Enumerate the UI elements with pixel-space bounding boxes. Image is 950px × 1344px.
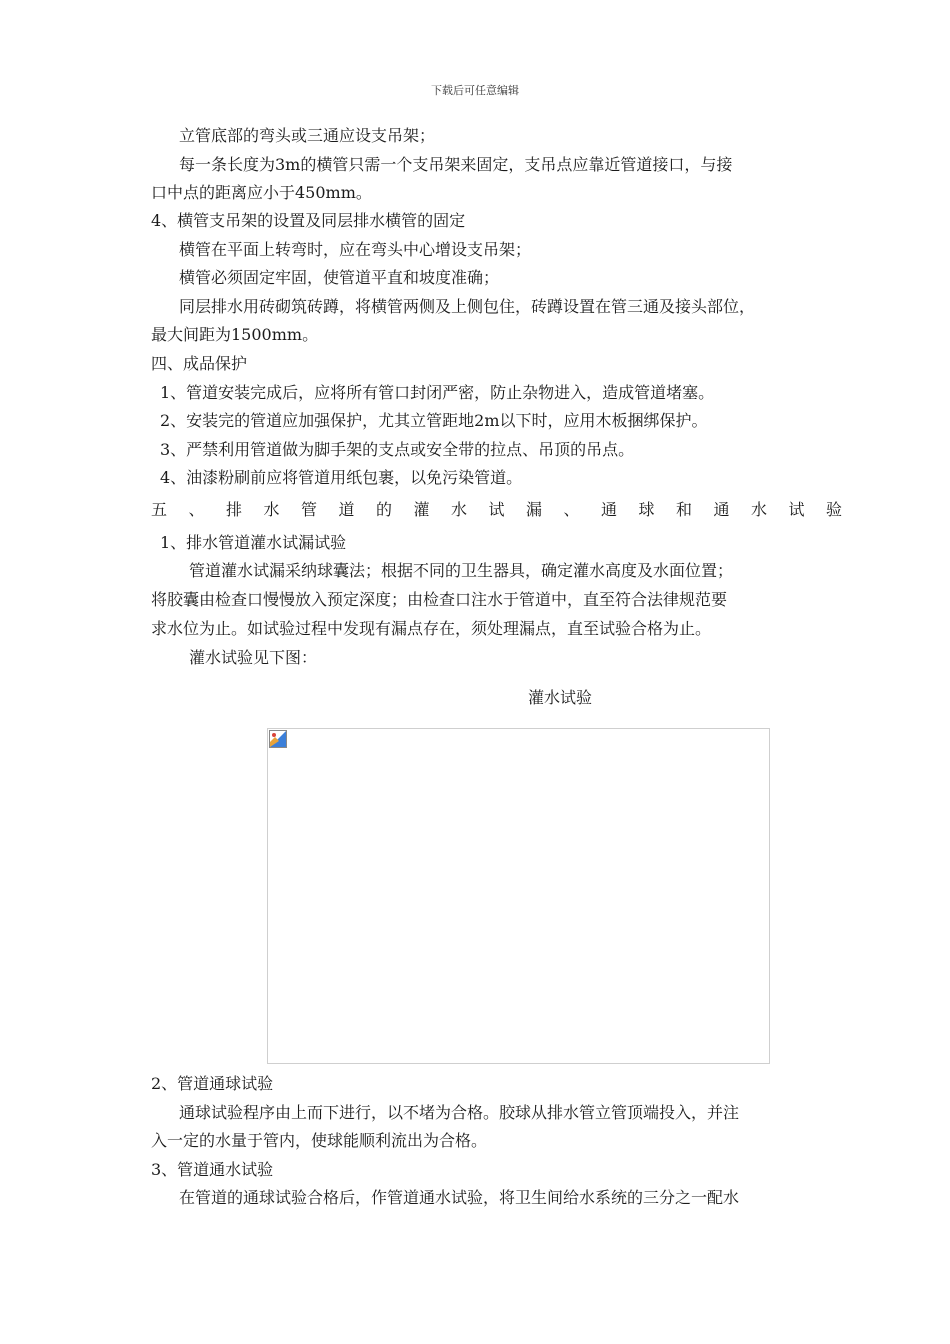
page-header: 下载后可任意编辑: [431, 84, 519, 97]
paragraph-line: 求水位为止。如试验过程中发现有漏点存在，须处理漏点，直至试验合格为止。: [151, 619, 712, 638]
paragraph-line: 通球试验程序由上而下进行，以不堵为合格。胶球从排水管立管顶端投入，并注: [179, 1103, 740, 1122]
paragraph-line: 将胶囊由检查口慢慢放入预定深度；由检查口注水于管道中，直至符合法律规范要: [151, 590, 728, 609]
paragraph-line: 每一条长度为3m的横管只需一个支吊架来固定，支吊点应靠近管道接口，与接: [179, 155, 733, 174]
paragraph-line: 入一定的水量于管内，使球能顺利流出为合格。: [151, 1131, 488, 1150]
list-item: 3、严禁利用管道做为脚手架的支点或安全带的拉点、吊顶的吊点。: [160, 440, 635, 459]
paragraph-line: 横管在平面上转弯时，应在弯头中心增设支吊架；: [179, 240, 532, 259]
list-item: 1、管道安装完成后，应将所有管口封闭严密，防止杂物进入，造成管道堵塞。: [160, 383, 715, 402]
paragraph-line: 同层排水用砖砌筑砖蹲，将横管两侧及上侧包住，砖蹲设置在管三通及接头部位，: [179, 297, 756, 316]
section-heading: 4、横管支吊架的设置及同层排水横管的固定: [151, 211, 466, 230]
subsection-heading: 3、管道通水试验: [151, 1160, 274, 1179]
paragraph-line: 灌水试验见下图：: [189, 648, 318, 667]
figure-image-placeholder: [267, 728, 770, 1064]
paragraph-line: 最大间距为1500mm。: [151, 325, 319, 344]
paragraph-line: 横管必须固定牢固，使管道平直和坡度准确；: [179, 268, 500, 287]
section-heading: 四、成品保护: [151, 354, 248, 373]
paragraph-line: 在管道的通球试验合格后，作管道通水试验，将卫生间给水系统的三分之一配水: [179, 1188, 740, 1207]
paragraph-line: 管道灌水试漏采纳球囊法；根据不同的卫生器具，确定灌水高度及水面位置；: [189, 561, 734, 580]
subsection-heading: 1、排水管道灌水试漏试验: [160, 533, 347, 552]
list-item: 2、安装完的管道应加强保护，尤其立管距地2m以下时，应用木板捆绑保护。: [160, 411, 708, 430]
figure-caption: 灌水试验: [527, 688, 592, 707]
section-heading: 五、排水管道的灌水试漏、通球和通水试验: [151, 500, 864, 519]
subsection-heading: 2、管道通球试验: [151, 1074, 274, 1093]
paragraph-line: 口中点的距离应小于450mm。: [151, 183, 372, 202]
broken-image-icon: [269, 730, 287, 748]
paragraph-line: 立管底部的弯头或三通应设支吊架；: [179, 126, 436, 145]
list-item: 4、油漆粉刷前应将管道用纸包裹，以免污染管道。: [160, 468, 523, 487]
